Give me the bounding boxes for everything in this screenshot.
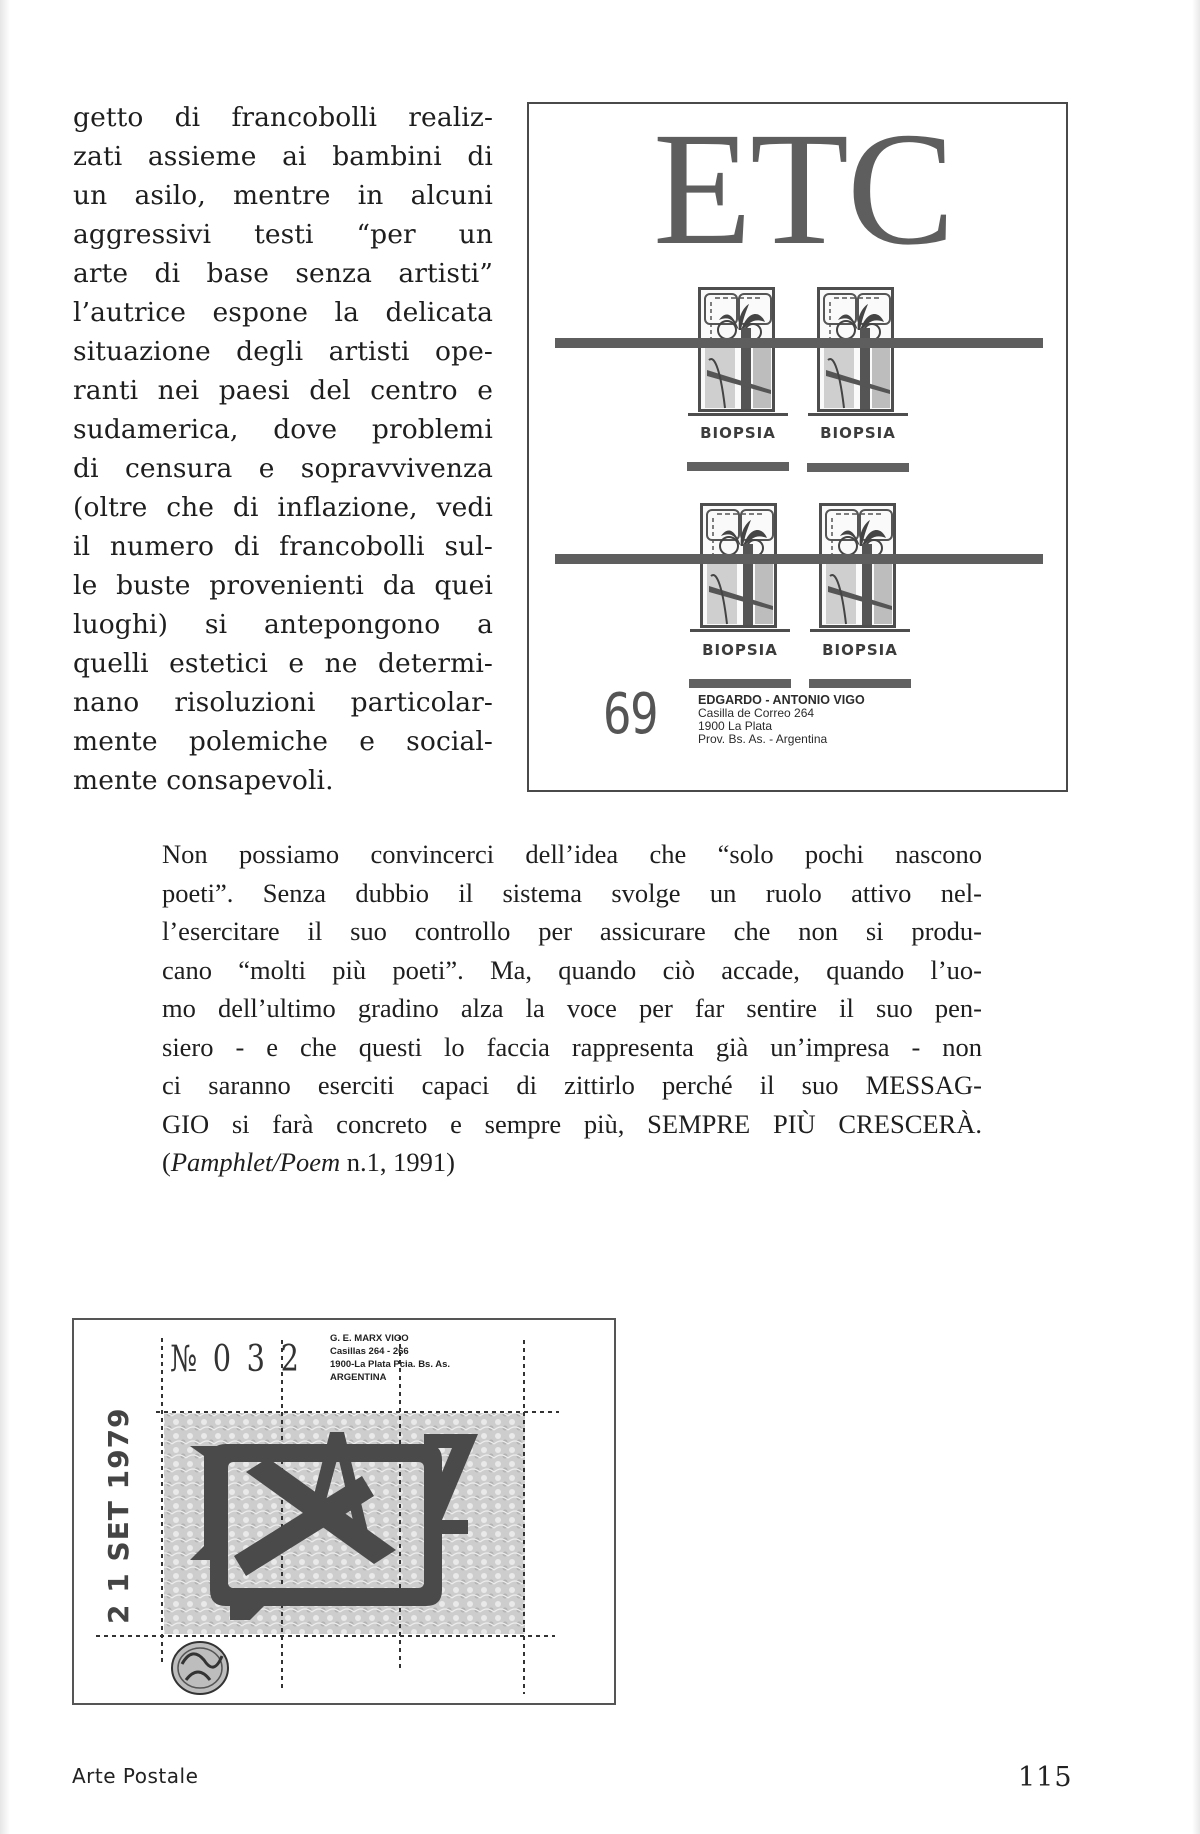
palm-tree-icon xyxy=(820,290,894,412)
text-line: luoghi) si antepongono a xyxy=(73,609,493,640)
stamp-label: BIOPSIA xyxy=(702,641,778,659)
stamp-base-line xyxy=(808,413,908,416)
text-line: quelli estetici e ne determi- xyxy=(73,648,493,679)
address-line: G. E. MARX VIGO xyxy=(330,1333,409,1344)
text-line: di censura e sopravvivenza xyxy=(73,453,493,484)
text-line: sudamerica, dove problemi xyxy=(73,414,493,445)
text-line: getto di francobolli realiz- xyxy=(73,102,493,133)
page-gutter-shadow xyxy=(0,0,10,1834)
label-underbar xyxy=(809,679,911,688)
text-line: le buste provenienti da quei xyxy=(73,570,493,601)
stamp-base-line xyxy=(810,629,910,632)
text-line: cano “molti più poeti”. Ma, quando ciò accade, quando l’uo- xyxy=(162,954,982,985)
address-line: Casillas 264 - 266 xyxy=(330,1346,409,1357)
palm-tree-icon xyxy=(701,290,775,412)
text-line: mente polemiche e social- xyxy=(73,726,493,757)
text-line: nano risoluzioni particolar- xyxy=(73,687,493,718)
page-number: 115 xyxy=(1018,1762,1073,1793)
sender-address xyxy=(698,694,865,746)
stamp-label: BIOPSIA xyxy=(700,424,776,442)
text-line: il numero di francobolli sul- xyxy=(73,531,493,562)
stamp-label: BIOPSIA xyxy=(822,641,898,659)
label-underbar xyxy=(689,679,791,688)
biopsia-stamp-image xyxy=(700,503,777,628)
text-line: l’autrice espone la delicata xyxy=(73,297,493,328)
stamp-base-line xyxy=(690,629,790,632)
sender-address xyxy=(330,1332,450,1384)
text-line: mente consapevoli. xyxy=(73,765,334,796)
etc-figure xyxy=(527,102,1068,792)
biopsia-stamp-image xyxy=(819,503,896,628)
text-line: l’esercitare il suo controllo per assicurare che non si produ- xyxy=(162,916,982,946)
text-line: GIO si farà concreto e sempre più, SEMPRE PIÙ CRESCERÀ. xyxy=(162,1108,982,1139)
strike-bar xyxy=(555,338,1043,348)
text-line: mo dell’ultimo gradino alza la voce per far sentire il suo pen- xyxy=(162,993,982,1023)
serial-number: № 0 3 2 xyxy=(170,1339,303,1380)
text-line: arte di base senza artisti” xyxy=(73,258,493,289)
text-line: zati assieme ai bambini di xyxy=(73,141,493,172)
address-line: ARGENTINA xyxy=(330,1372,387,1383)
label-underbar xyxy=(687,462,789,471)
text-line: ci saranno eserciti capaci di zittirlo perché il suo MESSAG- xyxy=(162,1070,982,1100)
text-line: ranti nei paesi del centro e xyxy=(73,375,493,406)
text-line: un asilo, mentre in alcuni xyxy=(73,180,493,211)
text-line: siero - e che questi lo faccia rappresenta già un’impresa - non xyxy=(162,1031,982,1062)
left-column-text xyxy=(73,98,493,800)
etc-title: ETC xyxy=(653,100,953,279)
stamp-base-line xyxy=(688,413,788,416)
address-line: 1900-La Plata Pcia. Bs. As. xyxy=(330,1359,451,1370)
text-line: situazione degli artisti ope- xyxy=(73,336,493,367)
strike-bar xyxy=(555,554,1043,564)
citation xyxy=(162,1143,982,1182)
stamp-label: BIOPSIA xyxy=(820,424,896,442)
text-line: (oltre che di inflazione, vedi xyxy=(73,492,493,523)
seal-icon xyxy=(172,1642,228,1694)
address-line: Prov. Bs. As. - Argentina xyxy=(698,732,828,746)
date-stamp: 2 1 SET 1979 xyxy=(102,1407,135,1624)
label-underbar xyxy=(807,463,909,472)
marx-vigo-stamp-figure xyxy=(72,1318,616,1705)
citation-open: ( xyxy=(162,1147,171,1177)
text-line: aggressivi testi “per un xyxy=(73,219,493,250)
address-line: Casilla de Correo 264 xyxy=(698,706,815,720)
biopsia-stamp-image xyxy=(698,287,775,412)
running-footer-section: Arte Postale xyxy=(72,1764,199,1788)
page-edge xyxy=(1192,0,1200,1834)
text-line: poeti”. Senza dubbio il sistema svolge un ruolo attivo nel- xyxy=(162,877,982,908)
palm-tree-icon xyxy=(822,506,896,628)
address-line: 1900 La Plata xyxy=(698,719,773,733)
citation-rest: n.1, 1991) xyxy=(340,1147,455,1177)
issue-number: 69 xyxy=(603,682,657,747)
sender-name: EDGARDO - ANTONIO VIGO xyxy=(698,693,865,707)
citation-title: Pamphlet/Poem xyxy=(170,1147,341,1177)
palm-tree-icon xyxy=(703,506,777,628)
quote-paragraph xyxy=(162,835,982,1182)
biopsia-stamp-image xyxy=(817,287,894,412)
text-line: Non possiamo convincerci dell’idea che “solo pochi nascono xyxy=(162,839,982,869)
